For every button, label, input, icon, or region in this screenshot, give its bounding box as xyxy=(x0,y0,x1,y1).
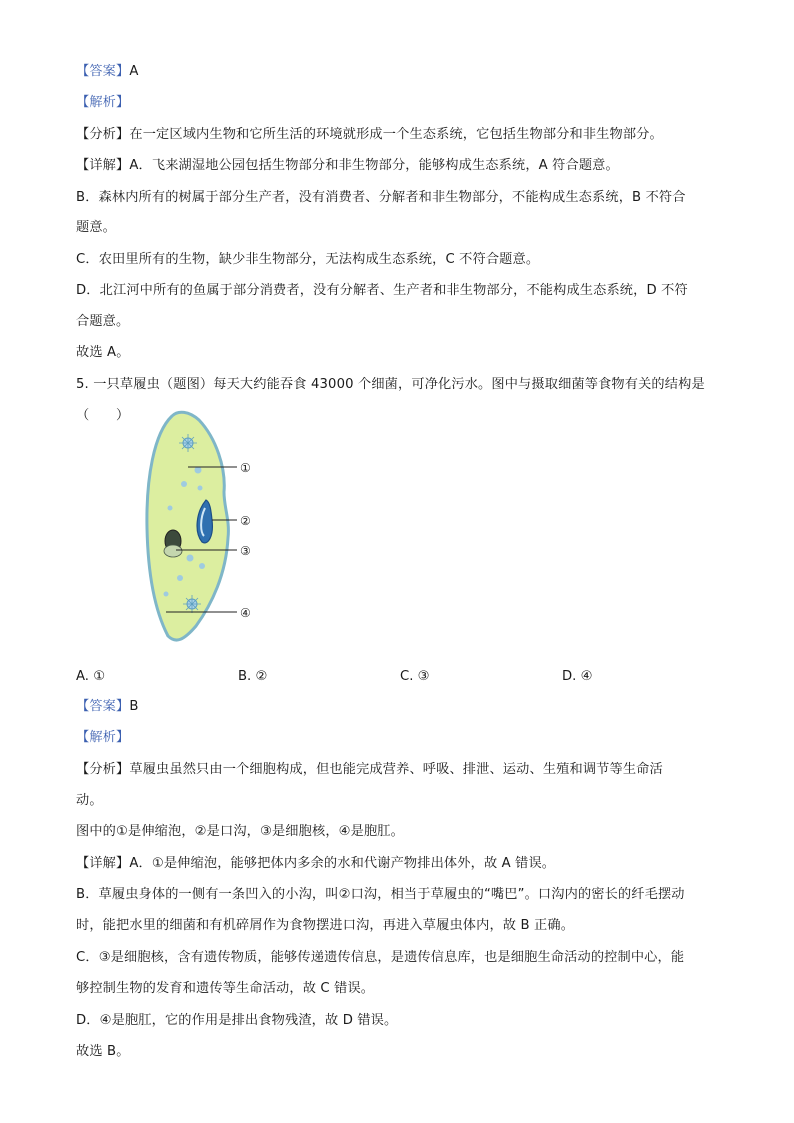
answer-options xyxy=(76,668,726,686)
explanation-text: 时，能把水里的细菌和有机碎屑作为食物摆进口沟，再进入草履虫体内，故 B 正确。 xyxy=(76,918,575,933)
xiangjie-tag: 【详解】 xyxy=(76,856,130,871)
explanation-text: A．①是伸缩泡，能够把体内多余的水和代谢产物排出体外，故 A 错误。 xyxy=(129,856,556,871)
analysis-tag: 【解析】 xyxy=(76,730,130,745)
conclusion-text: 故选 A。 xyxy=(76,345,130,360)
xiangjie-line-q5 xyxy=(76,855,555,873)
label-4: ④ xyxy=(240,606,251,620)
answer-tag: 【答案】 xyxy=(76,64,130,79)
explanation-text: 够控制生物的发育和遗传等生命活动，故 C 错误。 xyxy=(76,981,375,996)
label-2: ② xyxy=(240,514,251,528)
fenxi-text: 草履虫虽然只由一个细胞构成，但也能完成营养、呼吸、排泄、运动、生殖和调节等生命活 xyxy=(129,762,663,777)
question-blank: （ ） xyxy=(76,408,130,423)
paramecium-figure xyxy=(144,408,269,648)
explanation-text: C．③是细胞核，含有遗传物质，能够传递遗传信息，是遗传信息库，也是细胞生命活动的控制中心，能 xyxy=(76,950,685,965)
fenxi-text: 动。 xyxy=(76,793,103,808)
explanation-text: D．④是胞肛，它的作用是排出食物残渣，故 D 错误。 xyxy=(76,1013,398,1028)
answer-tag: 【答案】 xyxy=(76,699,130,714)
explanation-text: B．森林内所有的树属于部分生产者，没有消费者、分解者和非生物部分，不能构成生态系统，B 不符合 xyxy=(76,190,686,205)
explanation-text: D．北江河中所有的鱼属于部分消费者，没有分解者、生产者和非生物部分，不能构成生态系统，D 不符 xyxy=(76,283,688,298)
answer-value: B xyxy=(129,699,139,714)
answer-line-q4 xyxy=(76,63,139,81)
conclusion-text: 故选 B。 xyxy=(76,1044,130,1059)
label-1: ① xyxy=(240,461,251,475)
paramecium-diagram xyxy=(144,408,269,648)
option-d[interactable]: D. ④ xyxy=(562,669,593,684)
fenxi-line-q5 xyxy=(76,761,663,779)
fenxi-tag: 【分析】 xyxy=(76,127,130,142)
analysis-tag: 【解析】 xyxy=(76,95,130,110)
question-stem: 5. 一只草履虫（题图）每天大约能吞食 43000 个细菌，可净化污水。图中与摄取细菌等食物有关的结构是 xyxy=(76,377,705,392)
answer-value: A xyxy=(129,64,139,79)
fenxi-line-q4 xyxy=(76,126,663,144)
explanation-text: 题意。 xyxy=(76,220,117,235)
xiangjie-line-q4 xyxy=(76,157,619,175)
option-b[interactable]: B. ② xyxy=(238,669,268,684)
label-3: ③ xyxy=(240,544,251,558)
explanation-text: A．飞来湖湿地公园包括生物部分和非生物部分，能够构成生态系统，A 符合题意。 xyxy=(129,158,619,173)
figure-description: 图中的①是伸缩泡，②是口沟，③是细胞核，④是胞肛。 xyxy=(76,824,404,839)
answer-line-q5 xyxy=(76,698,139,716)
xiangjie-tag: 【详解】 xyxy=(76,158,130,173)
option-c[interactable]: C. ③ xyxy=(400,669,430,684)
fenxi-text: 在一定区域内生物和它所生活的环境就形成一个生态系统，它包括生物部分和非生物部分。 xyxy=(129,127,663,142)
explanation-text: C．农田里所有的生物，缺少非生物部分，无法构成生态系统，C 不符合题意。 xyxy=(76,252,540,267)
fenxi-tag: 【分析】 xyxy=(76,762,130,777)
option-a[interactable]: A. ① xyxy=(76,669,106,684)
explanation-text: B．草履虫身体的一侧有一条凹入的小沟，叫②口沟，相当于草履虫的“嘴巴”。口沟内的密长的纤毛摆动 xyxy=(76,887,685,902)
explanation-text: 合题意。 xyxy=(76,314,130,329)
